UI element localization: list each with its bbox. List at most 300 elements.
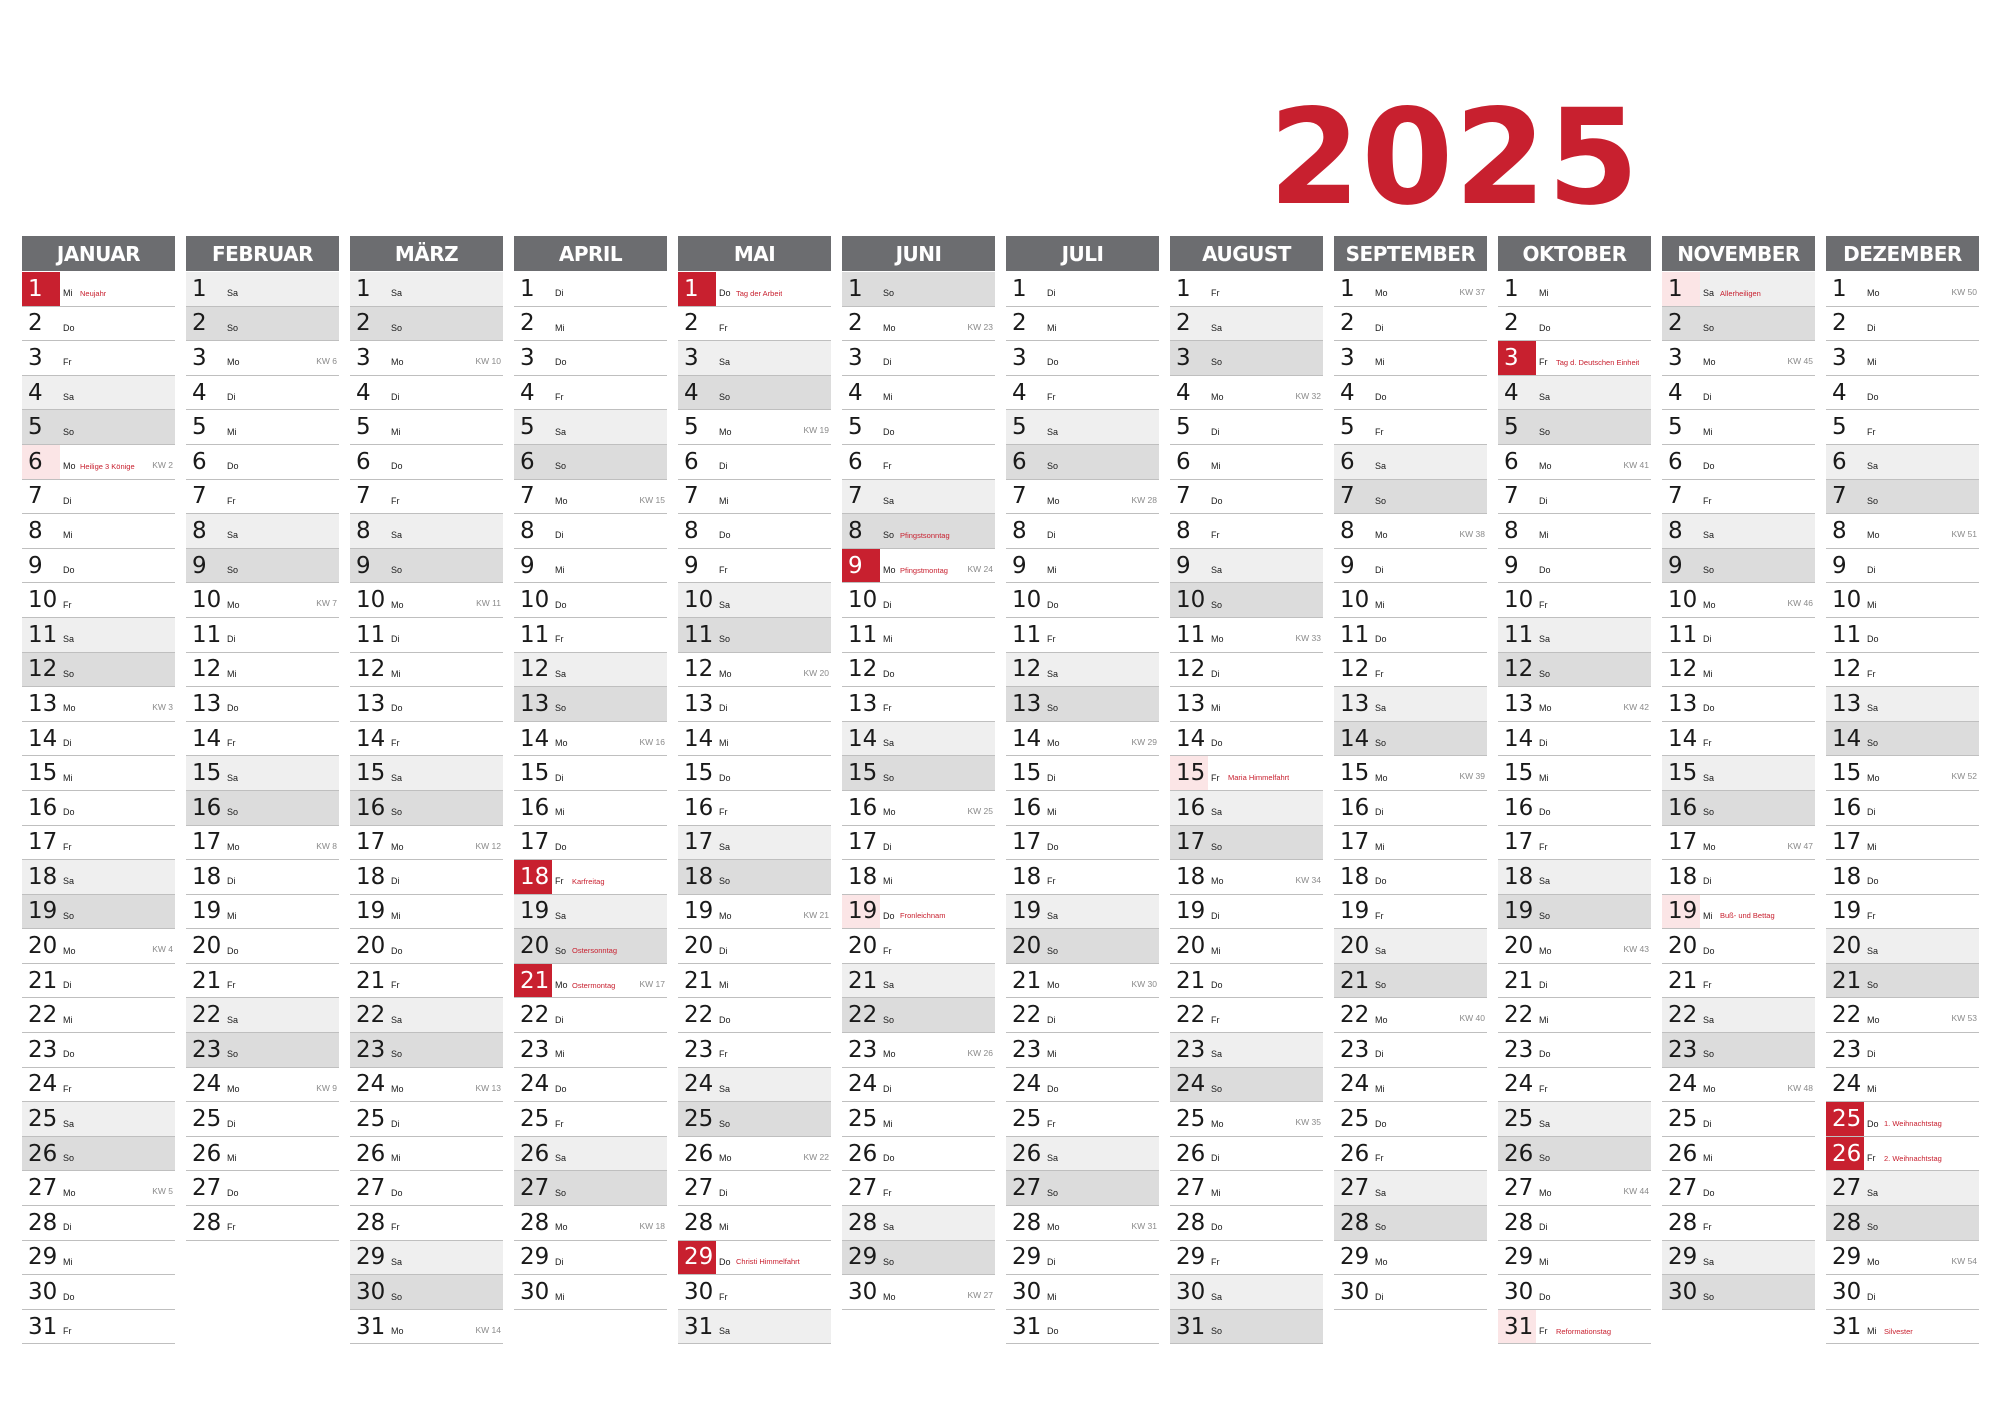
holiday-label: 1. Weihnachtstag [1884,1119,1942,1129]
day-row [186,445,339,480]
weekday-label: Di [1211,668,1220,679]
day-row [678,1310,831,1345]
day-number: 17 [1176,829,1206,856]
weekday-label: Do [1539,1291,1551,1302]
weekday-label: Mo [1867,1256,1880,1267]
day-row [1006,756,1159,791]
day-row [1662,1206,1815,1241]
day-number: 25 [356,1106,386,1133]
weekday-label: Do [883,426,895,437]
day-row [678,860,831,895]
day-number: 27 [192,1175,222,1202]
day-row [1334,1137,1487,1172]
day-row [842,756,995,791]
weekday-label: Do [227,703,239,714]
holiday-label: Ostersonntag [572,946,618,956]
month-column [1498,236,1651,1354]
day-number: 27 [848,1175,878,1202]
weekday-label: Mo [719,910,732,921]
day-row [1662,549,1815,584]
day-row [350,653,503,688]
day-number: 1 [1340,275,1355,302]
day-row [22,1275,175,1310]
holiday-label: Christi Himmelfahrt [736,1257,800,1267]
day-row [1498,376,1651,411]
day-row [1334,618,1487,653]
day-number: 30 [1832,1279,1862,1306]
weekday-label: Fr [391,1222,400,1233]
day-number: 9 [1176,552,1191,579]
day-number: 21 [848,967,878,994]
day-row [186,722,339,757]
day-number: 25 [28,1106,58,1133]
weekday-label: Do [391,703,403,714]
day-row [1006,410,1159,445]
day-number: 24 [1668,1071,1698,1098]
weekday-label: So [1375,1222,1387,1233]
day-number: 23 [848,1036,878,1063]
holiday-label: Fronleichnam [900,911,946,921]
day-number: 30 [1012,1279,1042,1306]
calendar-week-label: KW 9 [316,1082,337,1093]
day-number: 22 [356,1002,386,1029]
weekday-label: Sa [227,772,239,783]
weekday-label: Di [227,876,236,887]
weekday-label: Mi [391,668,401,679]
weekday-label: Fr [555,392,564,403]
day-number: 7 [356,483,371,510]
day-row [1662,1137,1815,1172]
weekday-label: Sa [1047,910,1059,921]
day-row [514,307,667,342]
weekday-label: Di [719,703,728,714]
day-number: 23 [684,1036,714,1063]
weekday-label: Di [555,1256,564,1267]
day-row [350,1310,503,1345]
day-row [842,722,995,757]
day-row [514,687,667,722]
day-row [514,549,667,584]
weekday-label: Mo [1867,530,1880,541]
day-row [186,410,339,445]
weekday-label: Sa [1211,1049,1223,1060]
day-row [514,722,667,757]
day-number: 13 [356,690,386,717]
weekday-label: Fr [1047,876,1056,887]
weekday-label: Mi [1867,357,1877,368]
day-row [186,618,339,653]
day-row [186,272,339,307]
weekday-label: Do [227,461,239,472]
weekday-label: So [719,634,731,645]
day-row [1006,1275,1159,1310]
day-row [1662,791,1815,826]
day-row [1498,1275,1651,1310]
weekday-label: Mi [555,565,565,576]
weekday-label: Fr [1375,426,1384,437]
weekday-label: Mi [1539,1014,1549,1025]
weekday-label: Di [391,1118,400,1129]
weekday-label: So [227,1049,239,1060]
day-row [678,272,831,307]
day-row [1006,583,1159,618]
day-number: 25 [848,1106,878,1133]
day-number: 23 [1340,1036,1370,1063]
day-row [1826,307,1979,342]
day-row [1826,756,1979,791]
day-row [842,410,995,445]
day-row [1170,410,1323,445]
day-number: 23 [1176,1036,1206,1063]
day-number: 6 [848,448,863,475]
day-row [514,791,667,826]
day-row [1662,653,1815,688]
day-row [1826,826,1979,861]
day-number: 1 [678,272,716,306]
day-number: 19 [520,898,550,925]
day-number: 10 [1176,587,1206,614]
weekday-label: Sa [883,1222,895,1233]
weekday-label: Di [1047,1256,1056,1267]
day-row [514,1102,667,1137]
weekday-label: Mo [555,738,568,749]
day-row [1006,1310,1159,1345]
day-number: 3 [1340,344,1355,371]
weekday-label: Mi [719,738,729,749]
weekday-label: Mi [1703,668,1713,679]
weekday-label: Fr [555,876,564,887]
day-number: 25 [520,1106,550,1133]
weekday-label: Sa [63,876,75,887]
day-number: 24 [192,1071,222,1098]
weekday-label: So [1703,322,1715,333]
day-row [1662,514,1815,549]
day-number: 10 [1340,587,1370,614]
weekday-label: Sa [1211,565,1223,576]
day-row [678,618,831,653]
day-row [22,826,175,861]
day-row [1334,1206,1487,1241]
day-row [1498,929,1651,964]
weekday-label: Mo [227,841,240,852]
calendar-week-label: KW 15 [639,494,665,505]
day-row [678,341,831,376]
calendar-week-label: KW 12 [475,840,501,851]
day-row [842,860,995,895]
day-row [186,791,339,826]
day-row [1170,1241,1323,1276]
day-number: 27 [684,1175,714,1202]
weekday-label: Mo [883,565,896,576]
day-row [1170,376,1323,411]
day-number: 17 [684,829,714,856]
holiday-label: Maria Himmelfahrt [1228,773,1290,783]
day-row [1662,722,1815,757]
day-number: 4 [192,379,207,406]
weekday-label: So [1375,738,1387,749]
weekday-label: Di [1211,1153,1220,1164]
day-number: 17 [192,829,222,856]
weekday-label: Do [63,1049,75,1060]
day-row [350,1068,503,1103]
day-row [1334,307,1487,342]
day-row [22,1206,175,1241]
day-number: 24 [1504,1071,1534,1098]
day-list [514,271,667,1354]
day-row [1006,1102,1159,1137]
day-number: 7 [1012,483,1027,510]
weekday-label: Do [1211,495,1223,506]
day-number: 13 [684,690,714,717]
day-number: 30 [520,1279,550,1306]
day-row [1662,1102,1815,1137]
day-number: 14 [1340,725,1370,752]
calendar-week-label: KW 18 [639,1221,665,1232]
day-list [678,271,831,1354]
weekday-label: Do [1211,980,1223,991]
day-row [186,860,339,895]
weekday-label: So [1047,461,1059,472]
day-number: 20 [1012,933,1042,960]
weekday-label: Fr [1703,738,1712,749]
weekday-label: Sa [1211,807,1223,818]
weekday-label: So [1375,495,1387,506]
day-number: 20 [356,933,386,960]
day-row [1826,998,1979,1033]
day-row [1498,1033,1651,1068]
day-number: 26 [1012,1140,1042,1167]
day-number: 6 [1176,448,1191,475]
day-number: 13 [1340,690,1370,717]
weekday-label: So [1867,738,1879,749]
day-number: 26 [848,1140,878,1167]
day-number: 16 [1176,794,1206,821]
day-row [1498,341,1651,376]
day-number: 17 [520,829,550,856]
day-row [350,860,503,895]
day-number: 14 [848,725,878,752]
day-row [186,895,339,930]
weekday-label: Do [1375,876,1387,887]
day-number: 2 [684,310,699,337]
weekday-label: Di [555,772,564,783]
weekday-label: Di [391,634,400,645]
weekday-label: Mi [1047,565,1057,576]
day-number: 5 [356,414,371,441]
weekday-label: So [883,1256,895,1267]
day-row [1334,1033,1487,1068]
weekday-label: Mi [391,1153,401,1164]
day-number: 12 [1832,656,1862,683]
day-number: 4 [1340,379,1355,406]
day-row [22,998,175,1033]
day-number: 19 [1176,898,1206,925]
weekday-label: Mo [1047,1222,1060,1233]
weekday-label: Fr [63,599,72,610]
day-row [22,549,175,584]
day-number: 13 [848,690,878,717]
day-row [1334,1241,1487,1276]
weekday-label: Mi [555,1049,565,1060]
weekday-label: Fr [1703,1222,1712,1233]
holiday-label: Reformationstag [1556,1326,1612,1336]
calendar-week-label: KW 17 [639,978,665,989]
calendar-week-label: KW 42 [1623,702,1649,713]
weekday-label: Di [1047,772,1056,783]
day-number: 4 [1668,379,1683,406]
day-number: 8 [1176,517,1191,544]
day-list [1006,271,1159,1354]
day-number: 11 [1340,621,1370,648]
weekday-label: Fr [1047,634,1056,645]
day-number: 10 [1012,587,1042,614]
holiday-label: 2. Weihnachtstag [1884,1153,1942,1163]
holiday-label: Silvester [1884,1326,1913,1336]
weekday-label: Sa [1539,634,1551,645]
day-row [1826,583,1979,618]
day-row [1006,341,1159,376]
day-number: 28 [356,1209,386,1236]
day-number: 4 [1832,379,1847,406]
weekday-label: Mo [63,945,76,956]
day-row [22,272,175,307]
day-number: 14 [1668,725,1698,752]
year-title: 2025 [1268,81,1640,235]
day-row [1334,929,1487,964]
day-row [1498,998,1651,1033]
weekday-label: Di [719,1187,728,1198]
day-row [678,1241,831,1276]
day-row [350,1275,503,1310]
day-number: 30 [28,1279,58,1306]
weekday-label: So [391,565,403,576]
weekday-label: Mo [1703,357,1716,368]
weekday-label: Di [1703,634,1712,645]
weekday-label: So [227,807,239,818]
day-number: 29 [848,1244,878,1271]
weekday-label: Fr [1539,841,1548,852]
day-row [842,341,995,376]
day-number: 14 [1832,725,1862,752]
day-row [1170,722,1323,757]
day-row [22,514,175,549]
day-row [514,1137,667,1172]
day-row [350,722,503,757]
weekday-label: So [391,1049,403,1060]
day-number: 16 [684,794,714,821]
day-number: 7 [684,483,699,510]
day-row [1006,445,1159,480]
weekday-label: Fr [1211,772,1220,783]
day-row [1334,376,1487,411]
weekday-label: Mo [63,703,76,714]
day-number: 8 [28,517,43,544]
day-row [514,618,667,653]
day-number: 1 [356,275,371,302]
day-row [22,929,175,964]
weekday-label: Do [63,807,75,818]
holiday-label: Neujahr [80,288,107,298]
weekday-label: Mi [1211,461,1221,472]
day-number: 18 [356,863,386,890]
day-number: 8 [520,517,535,544]
day-row [350,895,503,930]
weekday-label: So [1211,1326,1223,1337]
weekday-label: Fr [391,738,400,749]
weekday-label: Fr [1703,495,1712,506]
day-row [1498,722,1651,757]
weekday-label: Mi [1375,599,1385,610]
weekday-label: Do [719,1014,731,1025]
weekday-label: Di [719,945,728,956]
day-row [514,1206,667,1241]
holiday-label: Karfreitag [572,876,605,886]
day-row [678,826,831,861]
weekday-label: Do [555,357,567,368]
day-row [842,964,995,999]
day-row [1662,410,1815,445]
day-row [1498,445,1651,480]
day-row [1826,514,1979,549]
day-number: 26 [1176,1140,1206,1167]
day-row [1006,1171,1159,1206]
weekday-label: Sa [391,1014,403,1025]
day-number: 3 [1012,344,1027,371]
day-number: 11 [1012,621,1042,648]
day-row [22,653,175,688]
day-number: 28 [1832,1209,1862,1236]
day-row [1334,549,1487,584]
calendar-week-label: KW 26 [967,1048,993,1059]
day-row [1826,1241,1979,1276]
day-number: 18 [192,863,222,890]
day-row [350,445,503,480]
month-header: JANUAR [22,236,175,271]
calendar-week-label: KW 47 [1787,840,1813,851]
day-row [1498,964,1651,999]
day-number: 25 [1504,1106,1534,1133]
day-row [350,1137,503,1172]
day-number: 28 [1176,1209,1206,1236]
month-column [1170,236,1323,1354]
day-number: 26 [520,1140,550,1167]
weekday-label: Mo [1375,1256,1388,1267]
weekday-label: Do [227,945,239,956]
weekday-label: Mi [1047,322,1057,333]
day-number: 15 [684,760,714,787]
day-number: 3 [28,344,43,371]
weekday-label: So [719,1118,731,1129]
day-row [1006,1137,1159,1172]
day-number: 22 [520,1002,550,1029]
weekday-label: Di [1703,392,1712,403]
day-number: 21 [1340,967,1370,994]
day-row [1006,1206,1159,1241]
day-row [350,1033,503,1068]
weekday-label: Fr [883,461,892,472]
day-number: 18 [1176,863,1206,890]
day-number: 22 [1504,1002,1534,1029]
weekday-label: Sa [1867,945,1879,956]
day-number: 6 [684,448,699,475]
day-row [1170,1206,1323,1241]
weekday-label: Di [1211,426,1220,437]
weekday-label: Di [883,357,892,368]
day-row [1334,826,1487,861]
day-row [1662,445,1815,480]
day-number: 23 [520,1036,550,1063]
day-number: 3 [684,344,699,371]
